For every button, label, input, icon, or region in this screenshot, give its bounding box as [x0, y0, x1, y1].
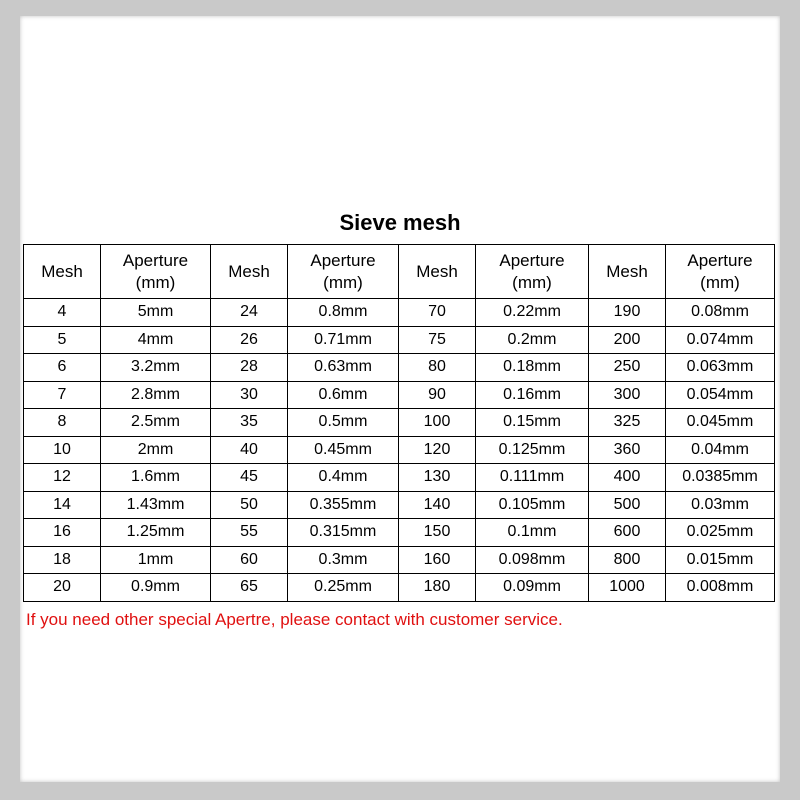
- mesh-cell: 180: [399, 574, 476, 602]
- aperture-cell: 1.25mm: [101, 519, 211, 547]
- mesh-cell: 24: [211, 299, 288, 327]
- aperture-cell: 0.1mm: [476, 519, 589, 547]
- aperture-cell: 0.2mm: [476, 326, 589, 354]
- aperture-cell: 0.16mm: [476, 381, 589, 409]
- aperture-cell: 0.45mm: [288, 436, 399, 464]
- mesh-cell: 35: [211, 409, 288, 437]
- aperture-cell: 0.111mm: [476, 464, 589, 492]
- table-row: [24, 546, 775, 574]
- aperture-cell: 2.8mm: [101, 381, 211, 409]
- mesh-cell: 600: [589, 519, 666, 547]
- mesh-cell: 30: [211, 381, 288, 409]
- mesh-cell: 120: [399, 436, 476, 464]
- aperture-cell: 0.22mm: [476, 299, 589, 327]
- mesh-cell: 45: [211, 464, 288, 492]
- aperture-cell: 0.074mm: [666, 326, 775, 354]
- column-header-mesh: Mesh: [24, 245, 101, 299]
- table-row: [24, 519, 775, 547]
- aperture-cell: 0.25mm: [288, 574, 399, 602]
- aperture-cell: 0.045mm: [666, 409, 775, 437]
- mesh-cell: 4: [24, 299, 101, 327]
- aperture-cell: 0.71mm: [288, 326, 399, 354]
- mesh-cell: 14: [24, 491, 101, 519]
- mesh-cell: 160: [399, 546, 476, 574]
- aperture-cell: 1.43mm: [101, 491, 211, 519]
- aperture-cell: 0.9mm: [101, 574, 211, 602]
- aperture-cell: 0.355mm: [288, 491, 399, 519]
- aperture-cell: 3.2mm: [101, 354, 211, 382]
- mesh-cell: 325: [589, 409, 666, 437]
- aperture-unit: (mm): [323, 272, 363, 292]
- aperture-cell: 2.5mm: [101, 409, 211, 437]
- aperture-cell: 0.008mm: [666, 574, 775, 602]
- aperture-unit: (mm): [512, 272, 552, 292]
- aperture-unit: (mm): [135, 272, 176, 292]
- sieve-mesh-table: [23, 244, 775, 602]
- mesh-cell: 80: [399, 354, 476, 382]
- aperture-label: Aperture: [499, 250, 565, 270]
- column-header-mesh: Mesh: [399, 245, 476, 299]
- mesh-cell: 28: [211, 354, 288, 382]
- table-row: [24, 381, 775, 409]
- mesh-cell: 360: [589, 436, 666, 464]
- contact-note: If you need other special Apertre, please contact with customer service.: [26, 610, 563, 629]
- aperture-cell: 0.098mm: [476, 546, 589, 574]
- aperture-cell: 0.08mm: [666, 299, 775, 327]
- column-header-mesh: Mesh: [211, 245, 288, 299]
- aperture-cell: 5mm: [101, 299, 211, 327]
- mesh-cell: 60: [211, 546, 288, 574]
- mesh-cell: 18: [24, 546, 101, 574]
- aperture-unit: (mm): [700, 272, 740, 292]
- table-row: [24, 299, 775, 327]
- mesh-cell: 50: [211, 491, 288, 519]
- table-row: [24, 491, 775, 519]
- column-header-aperture: [288, 245, 399, 299]
- aperture-label: Aperture: [122, 250, 189, 270]
- column-header-aperture: [666, 245, 775, 299]
- table-row: [24, 464, 775, 492]
- aperture-cell: 0.315mm: [288, 519, 399, 547]
- mesh-cell: 800: [589, 546, 666, 574]
- table-row: [24, 326, 775, 354]
- aperture-cell: 0.8mm: [288, 299, 399, 327]
- mesh-cell: 65: [211, 574, 288, 602]
- aperture-cell: 0.09mm: [476, 574, 589, 602]
- mesh-cell: 150: [399, 519, 476, 547]
- mesh-cell: 20: [24, 574, 101, 602]
- mesh-cell: 26: [211, 326, 288, 354]
- mesh-cell: 8: [24, 409, 101, 437]
- column-header-mesh: Mesh: [589, 245, 666, 299]
- mesh-cell: 40: [211, 436, 288, 464]
- aperture-cell: 0.18mm: [476, 354, 589, 382]
- column-header-aperture: [476, 245, 589, 299]
- aperture-cell: 0.025mm: [666, 519, 775, 547]
- aperture-cell: 0.054mm: [666, 381, 775, 409]
- page-title: Sieve mesh: [339, 210, 461, 235]
- aperture-label: Aperture: [687, 250, 753, 270]
- mesh-cell: 55: [211, 519, 288, 547]
- aperture-cell: 0.4mm: [288, 464, 399, 492]
- aperture-cell: 0.63mm: [288, 354, 399, 382]
- aperture-cell: 1.6mm: [101, 464, 211, 492]
- aperture-cell: 2mm: [101, 436, 211, 464]
- mesh-cell: 16: [24, 519, 101, 547]
- mesh-cell: 75: [399, 326, 476, 354]
- aperture-cell: 0.063mm: [666, 354, 775, 382]
- aperture-cell: 4mm: [101, 326, 211, 354]
- mesh-cell: 300: [589, 381, 666, 409]
- mesh-cell: 1000: [589, 574, 666, 602]
- table-row: [24, 436, 775, 464]
- mesh-cell: 90: [399, 381, 476, 409]
- aperture-cell: 0.5mm: [288, 409, 399, 437]
- mesh-cell: 250: [589, 354, 666, 382]
- mesh-cell: 6: [24, 354, 101, 382]
- aperture-cell: 0.15mm: [476, 409, 589, 437]
- table-row: [24, 574, 775, 602]
- aperture-cell: 0.015mm: [666, 546, 775, 574]
- aperture-cell: 0.0385mm: [666, 464, 775, 492]
- aperture-label: Aperture: [310, 250, 376, 270]
- mesh-cell: 400: [589, 464, 666, 492]
- aperture-cell: 0.125mm: [476, 436, 589, 464]
- mesh-cell: 7: [24, 381, 101, 409]
- mesh-cell: 140: [399, 491, 476, 519]
- table-row: [24, 354, 775, 382]
- mesh-cell: 12: [24, 464, 101, 492]
- aperture-cell: 1mm: [101, 546, 211, 574]
- mesh-cell: 190: [589, 299, 666, 327]
- mesh-cell: 70: [399, 299, 476, 327]
- mesh-cell: 130: [399, 464, 476, 492]
- mesh-cell: 10: [24, 436, 101, 464]
- aperture-cell: 0.105mm: [476, 491, 589, 519]
- column-header-aperture: [101, 245, 211, 299]
- mesh-cell: 5: [24, 326, 101, 354]
- mesh-cell: 200: [589, 326, 666, 354]
- aperture-cell: 0.03mm: [666, 491, 775, 519]
- mesh-cell: 500: [589, 491, 666, 519]
- aperture-cell: 0.3mm: [288, 546, 399, 574]
- aperture-cell: 0.04mm: [666, 436, 775, 464]
- table-header-row: [24, 245, 775, 299]
- table-row: [24, 409, 775, 437]
- mesh-cell: 100: [399, 409, 476, 437]
- aperture-cell: 0.6mm: [288, 381, 399, 409]
